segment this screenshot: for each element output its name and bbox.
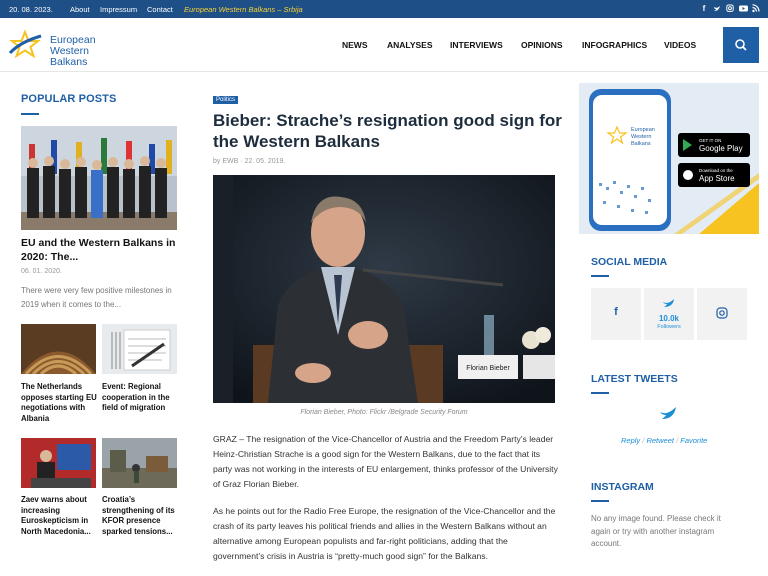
site-logo[interactable] bbox=[8, 26, 108, 68]
popular-underline bbox=[21, 113, 39, 115]
instagram-title: INSTAGRAM bbox=[591, 481, 654, 493]
instagram-box[interactable] bbox=[697, 288, 747, 340]
twitter-follower-count: 10.0k bbox=[658, 314, 680, 323]
popular-item-2-title[interactable]: Event: Regional cooperation in the field of migration bbox=[102, 382, 170, 412]
popular-item-4-title[interactable]: Croatia’s strengthening of its KFOR presence sparked tensions... bbox=[102, 495, 175, 536]
popular-thumb-2[interactable] bbox=[102, 324, 177, 374]
instagram-box-icon bbox=[716, 307, 728, 319]
about-link[interactable]: About bbox=[70, 5, 90, 14]
instagram-icon[interactable] bbox=[726, 3, 734, 14]
tweet-action-separator: / bbox=[676, 436, 681, 445]
popular-main-title[interactable]: EU and the Western Balkans in 2020: The... bbox=[21, 237, 176, 263]
twitter-box-icon bbox=[662, 297, 676, 309]
nav-videos[interactable]: VIDEOS bbox=[664, 40, 697, 50]
impressum-link[interactable]: Impressum bbox=[100, 5, 138, 14]
popular-main-image[interactable] bbox=[21, 126, 177, 230]
google-play-big-text: Google Play bbox=[699, 144, 743, 153]
article-paragraph-1: GRAZ – The resignation of the Vice-Chancellor of Austria and the Freedom Party’s leader Heinz-Christian Strache is a good sign for the Western Balkans, due to the fact that its party was not working in the interests of EU enlargement, thinks professor of the University of Graz Florian Bieber. bbox=[213, 434, 558, 489]
instagram-underline bbox=[591, 500, 609, 502]
logo-line-1: European bbox=[50, 34, 96, 46]
app-ad-banner[interactable] bbox=[579, 83, 759, 234]
image-caption: Florian Bieber, Photo: Flickr /Belgrade Security Forum bbox=[300, 409, 468, 416]
nameplate-text: Florian Bieber bbox=[466, 365, 510, 372]
ad-brand-line-3: Balkans bbox=[631, 141, 651, 147]
facebook-box[interactable] bbox=[591, 288, 641, 340]
top-bar bbox=[0, 0, 768, 18]
rss-icon[interactable] bbox=[752, 3, 760, 14]
contact-link[interactable]: Contact bbox=[147, 5, 173, 14]
nav-opinions[interactable]: OPINIONS bbox=[521, 40, 563, 50]
app-store-badge[interactable] bbox=[678, 163, 750, 187]
instagram-empty-message: No any image found. Please check it again or try with another instagram account. bbox=[591, 514, 721, 548]
article-image bbox=[213, 175, 555, 403]
topbar-social bbox=[700, 3, 760, 14]
popular-main-date: 06. 01. 2020. bbox=[21, 268, 62, 275]
popular-thumb-3[interactable] bbox=[21, 438, 96, 488]
ad-brand-line-2: Western bbox=[631, 134, 652, 140]
twitter-box[interactable] bbox=[644, 288, 694, 340]
social-media-underline bbox=[591, 275, 609, 277]
logo-text bbox=[50, 35, 96, 68]
youtube-icon[interactable] bbox=[739, 3, 747, 14]
social-media-title: SOCIAL MEDIA bbox=[591, 256, 668, 268]
nav-interviews[interactable]: INTERVIEWS bbox=[450, 40, 503, 50]
tweet-reply-link[interactable]: Reply bbox=[621, 436, 641, 445]
popular-thumb-4[interactable] bbox=[102, 438, 177, 488]
article-paragraph-2: As he points out for the Radio Free Europe, the resignation of the Vice-Chancellor and the crash of its party leaves his political friends and allies in the Western Balkans without an alternative among European populists and far-right politicians, adding that the government’s crisis in Austria is “pretty-much good sign” for the Balkans. bbox=[213, 506, 556, 561]
tweet-retweet-link[interactable]: Retweet bbox=[646, 436, 674, 445]
google-play-badge[interactable] bbox=[678, 133, 750, 157]
popular-posts-title: POPULAR POSTS bbox=[21, 93, 117, 105]
current-date: 20. 08. 2023. bbox=[9, 5, 53, 14]
popular-main-excerpt: There were very few positive milestones in 2019 when it comes to the... bbox=[21, 286, 172, 309]
twitter-bird-icon bbox=[659, 405, 678, 421]
app-store-big-text: App Store bbox=[699, 174, 735, 183]
logo-line-3: Balkans bbox=[50, 56, 88, 68]
site-header bbox=[0, 18, 768, 72]
popular-thumb-1[interactable] bbox=[21, 324, 96, 374]
nav-news[interactable]: NEWS bbox=[342, 40, 368, 50]
nav-analyses[interactable]: ANALYSES bbox=[387, 40, 433, 50]
twitter-icon[interactable] bbox=[713, 3, 721, 14]
latest-tweets-underline bbox=[591, 392, 609, 394]
tweet-action-separator: / bbox=[642, 436, 647, 445]
logo-star-icon bbox=[8, 26, 44, 64]
site-tagline-link[interactable]: European Western Balkans – Srbija bbox=[184, 5, 303, 14]
facebook-box-icon: f bbox=[614, 306, 618, 318]
popular-item-3-title[interactable]: Zaev warns about increasing Euroskepticism in North Macedonia... bbox=[21, 495, 91, 536]
twitter-follower-label: Followers bbox=[657, 324, 681, 330]
nav-infographics[interactable]: INFOGRAPHICS bbox=[582, 40, 648, 50]
article-meta: by EWB · 22. 05. 2019. bbox=[213, 158, 286, 165]
logo-line-2: Western bbox=[50, 45, 89, 57]
tweet-favorite-link[interactable]: Favorite bbox=[680, 436, 708, 445]
article-title: Bieber: Strache’s resignation good sign for the Western Balkans bbox=[213, 111, 562, 151]
search-icon bbox=[723, 27, 759, 63]
tweet-actions bbox=[621, 436, 707, 445]
category-badge[interactable]: Politics bbox=[213, 96, 238, 104]
app-store-small-text: Download on the bbox=[699, 168, 733, 173]
popular-item-1-title[interactable]: The Netherlands opposes starting EU negotiations with Albania bbox=[21, 382, 97, 423]
google-play-small-text: GET IT ON bbox=[699, 138, 722, 143]
ad-brand-line-1: European bbox=[631, 127, 655, 133]
latest-tweets-title: LATEST TWEETS bbox=[591, 373, 678, 385]
search-button[interactable] bbox=[723, 27, 759, 63]
facebook-icon[interactable]: f bbox=[702, 4, 706, 13]
